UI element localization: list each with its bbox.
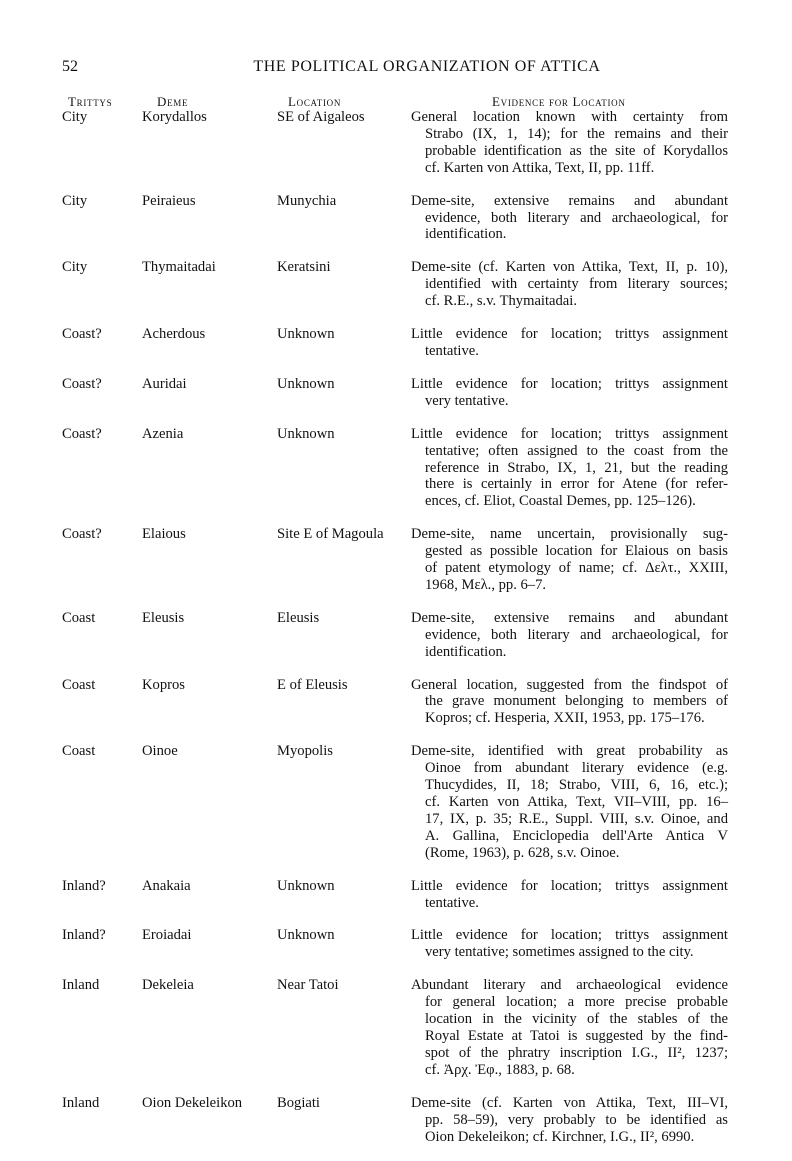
location-cell: Keratsini	[277, 259, 331, 276]
page-header	[62, 58, 732, 80]
evidence-line: General location known with certainty from	[411, 109, 728, 125]
table-row	[62, 743, 734, 861]
evidence-line: Deme-site, identified with great probability as	[411, 743, 728, 760]
running-title: THE POLITICAL ORGANIZATION OF ATTICA	[253, 58, 601, 75]
deme-cell: Korydallos	[142, 109, 207, 125]
column-header-trittys: Trittys	[68, 94, 113, 109]
evidence-line: Deme-site, extensive remains and abundant	[411, 192, 728, 209]
evidence-line: cf. Ἀρχ. Ἐφ., 1883, p. 68.	[425, 1061, 575, 1078]
location-cell: Unknown	[277, 877, 335, 894]
location-cell: Unknown	[277, 425, 335, 442]
evidence-cell	[412, 426, 728, 511]
deme-cell: Eleusis	[142, 609, 185, 626]
evidence-line: Little evidence for location; trittys assignment	[411, 425, 728, 442]
table-row	[62, 677, 734, 728]
evidence-line: 1968, Μελ., pp. 6–7.	[425, 576, 547, 593]
evidence-cell	[412, 193, 728, 244]
evidence-cell	[412, 326, 728, 360]
deme-cell: Elaious	[142, 526, 186, 543]
deme-cell: Dekeleia	[142, 977, 194, 994]
table-row	[62, 426, 734, 511]
table-row	[62, 1095, 734, 1146]
location-cell: E of Eleusis	[277, 676, 348, 693]
evidence-line: Oion Dekeleikon; cf. Kirchner, I.G., II², 6990.	[425, 1128, 695, 1145]
table-row	[62, 526, 734, 594]
evidence-line: Deme-site, name uncertain, provisionally sug-	[411, 526, 728, 543]
evidence-cell	[412, 977, 728, 1078]
evidence-line: very tentative; sometimes assigned to the city.	[425, 944, 694, 961]
deme-cell: Eroiadai	[142, 927, 192, 944]
table-row	[62, 878, 734, 912]
evidence-line: cf. R.E., s.v. Thymaitadai.	[425, 293, 577, 310]
evidence-line: ences, cf. Eliot, Coastal Demes, pp. 125–126).	[425, 493, 696, 510]
column-header-location: Location	[288, 94, 342, 109]
evidence-line: pp. 58–59), very probably to be identified as	[425, 1111, 728, 1128]
trittys-cell: Inland	[62, 977, 100, 994]
column-header-evidence: Evidence for Location	[492, 94, 626, 109]
location-cell: Myopolis	[277, 743, 333, 760]
evidence-line: spot of the phratry inscription I.G., II², 1237;	[425, 1044, 728, 1061]
evidence-line: Strabo (IX, 1, 14); for the remains and their	[425, 125, 728, 142]
trittys-cell: Inland?	[62, 927, 106, 944]
trittys-cell: Coast?	[62, 375, 102, 392]
table-row	[62, 259, 734, 310]
location-cell: Bogiati	[277, 1094, 320, 1111]
table-row	[62, 977, 734, 1078]
trittys-cell: Coast	[62, 676, 96, 693]
evidence-line: evidence, both literary and archaeological, for	[425, 209, 728, 226]
evidence-line: there is certainly in error for Atene (for refer-	[425, 476, 728, 493]
evidence-cell	[412, 259, 728, 310]
evidence-cell	[412, 1095, 728, 1146]
evidence-line: reference in Strabo, IX, 1, 21, but the reading	[425, 459, 728, 476]
evidence-cell	[412, 878, 728, 912]
evidence-cell	[412, 677, 728, 728]
trittys-cell: Coast?	[62, 425, 102, 442]
evidence-line: tentative; often assigned to the coast from the	[425, 442, 728, 459]
table-header	[62, 94, 732, 110]
evidence-line: gested as possible location for Elaious on basis	[425, 543, 728, 560]
location-cell: Unknown	[277, 927, 335, 944]
evidence-line: Deme-site (cf. Karten von Attika, Text, III–VI,	[411, 1094, 728, 1111]
location-cell: Munychia	[277, 192, 337, 209]
deme-cell: Acherdous	[142, 326, 206, 343]
evidence-line: tentative.	[425, 342, 479, 359]
evidence-line: Oinoe from abundant literary evidence (e.g.	[425, 760, 728, 777]
evidence-line: Royal Estate at Tatoi is suggested by the find-	[425, 1027, 728, 1044]
deme-cell: Azenia	[142, 425, 184, 442]
evidence-line: Little evidence for location; trittys assignment	[411, 375, 728, 392]
table-row	[62, 193, 734, 244]
evidence-line: identified with certainty from literary sources;	[425, 276, 728, 293]
evidence-line: A. Gallina, Enciclopedia dell'Arte Antica V	[425, 827, 728, 844]
evidence-line: Deme-site, extensive remains and abundant	[411, 609, 728, 626]
evidence-cell	[412, 109, 728, 177]
table-row	[62, 109, 734, 177]
evidence-line: Kopros; cf. Hesperia, XXII, 1953, pp. 175–176.	[425, 710, 705, 727]
evidence-line: identification.	[425, 643, 507, 660]
table-row	[62, 927, 734, 961]
deme-cell: Oinoe	[142, 743, 178, 760]
evidence-line: (Rome, 1963), p. 628, s.v. Oinoe.	[425, 844, 620, 861]
evidence-line: for general location; a more precise probable	[425, 994, 728, 1011]
deme-cell: Auridai	[142, 375, 187, 392]
page-number: 52	[62, 58, 78, 75]
deme-cell: Oion Dekeleikon	[142, 1094, 243, 1111]
evidence-line: 17, IX, p. 35; R.E., Suppl. VIII, s.v. Oinoe, and	[425, 810, 728, 827]
evidence-line: cf. Karten von Attika, Text, VII–VIII, pp. 16–	[425, 794, 728, 810]
evidence-line: very tentative.	[425, 392, 509, 409]
evidence-line: Little evidence for location; trittys assignment	[411, 927, 728, 944]
evidence-line: Little evidence for location; trittys assignment	[411, 326, 728, 343]
evidence-line: the grave monument belonging to members of	[425, 693, 728, 710]
evidence-line: location in the vicinity of the stables of the	[425, 1011, 728, 1028]
deme-cell: Peiraieus	[142, 192, 196, 209]
evidence-line: of patent etymology of name; cf. Δελτ., XXIII,	[425, 560, 728, 577]
table-row	[62, 326, 734, 360]
location-cell: Unknown	[277, 326, 335, 343]
evidence-line: tentative.	[425, 894, 479, 911]
evidence-cell	[412, 376, 728, 410]
evidence-line: probable identification as the site of Korydallos	[425, 142, 728, 159]
table-row	[62, 376, 734, 410]
location-cell: Near Tatoi	[277, 977, 339, 994]
evidence-line: General location, suggested from the findspot of	[411, 676, 728, 693]
evidence-line: evidence, both literary and archaeological, for	[425, 626, 728, 643]
evidence-line: Deme-site (cf. Karten von Attika, Text, II, p. 10),	[411, 259, 728, 276]
table-row	[62, 610, 734, 661]
evidence-line: Abundant literary and archaeological evidence	[411, 977, 728, 994]
evidence-line: Little evidence for location; trittys assignment	[411, 877, 728, 894]
deme-cell: Kopros	[142, 676, 185, 693]
trittys-cell: Coast	[62, 743, 96, 760]
location-cell: Unknown	[277, 375, 335, 392]
trittys-cell: City	[62, 259, 88, 276]
location-cell: Eleusis	[277, 609, 320, 626]
evidence-cell	[412, 610, 728, 661]
trittys-cell: Inland?	[62, 877, 106, 894]
deme-cell: Thymaitadai	[142, 259, 216, 276]
deme-table	[62, 109, 734, 1161]
column-header-deme: Deme	[157, 94, 189, 109]
deme-cell: Anakaia	[142, 877, 191, 894]
location-cell: Site E of Magoula	[277, 526, 384, 543]
evidence-line: Thucydides, II, 18; Strabo, VIII, 6, 16, etc.);	[425, 777, 728, 794]
evidence-line: cf. Karten von Attika, Text, II, pp. 11ff.	[425, 159, 655, 176]
evidence-cell	[412, 526, 728, 594]
trittys-cell: Inland	[62, 1094, 100, 1111]
evidence-cell	[412, 927, 728, 961]
trittys-cell: City	[62, 192, 88, 209]
evidence-line: identification.	[425, 226, 507, 243]
trittys-cell: Coast?	[62, 526, 102, 543]
location-cell: SE of Aigaleos	[277, 109, 365, 125]
trittys-cell: Coast?	[62, 326, 102, 343]
evidence-cell	[412, 743, 728, 861]
trittys-cell: City	[62, 109, 88, 125]
trittys-cell: Coast	[62, 609, 96, 626]
